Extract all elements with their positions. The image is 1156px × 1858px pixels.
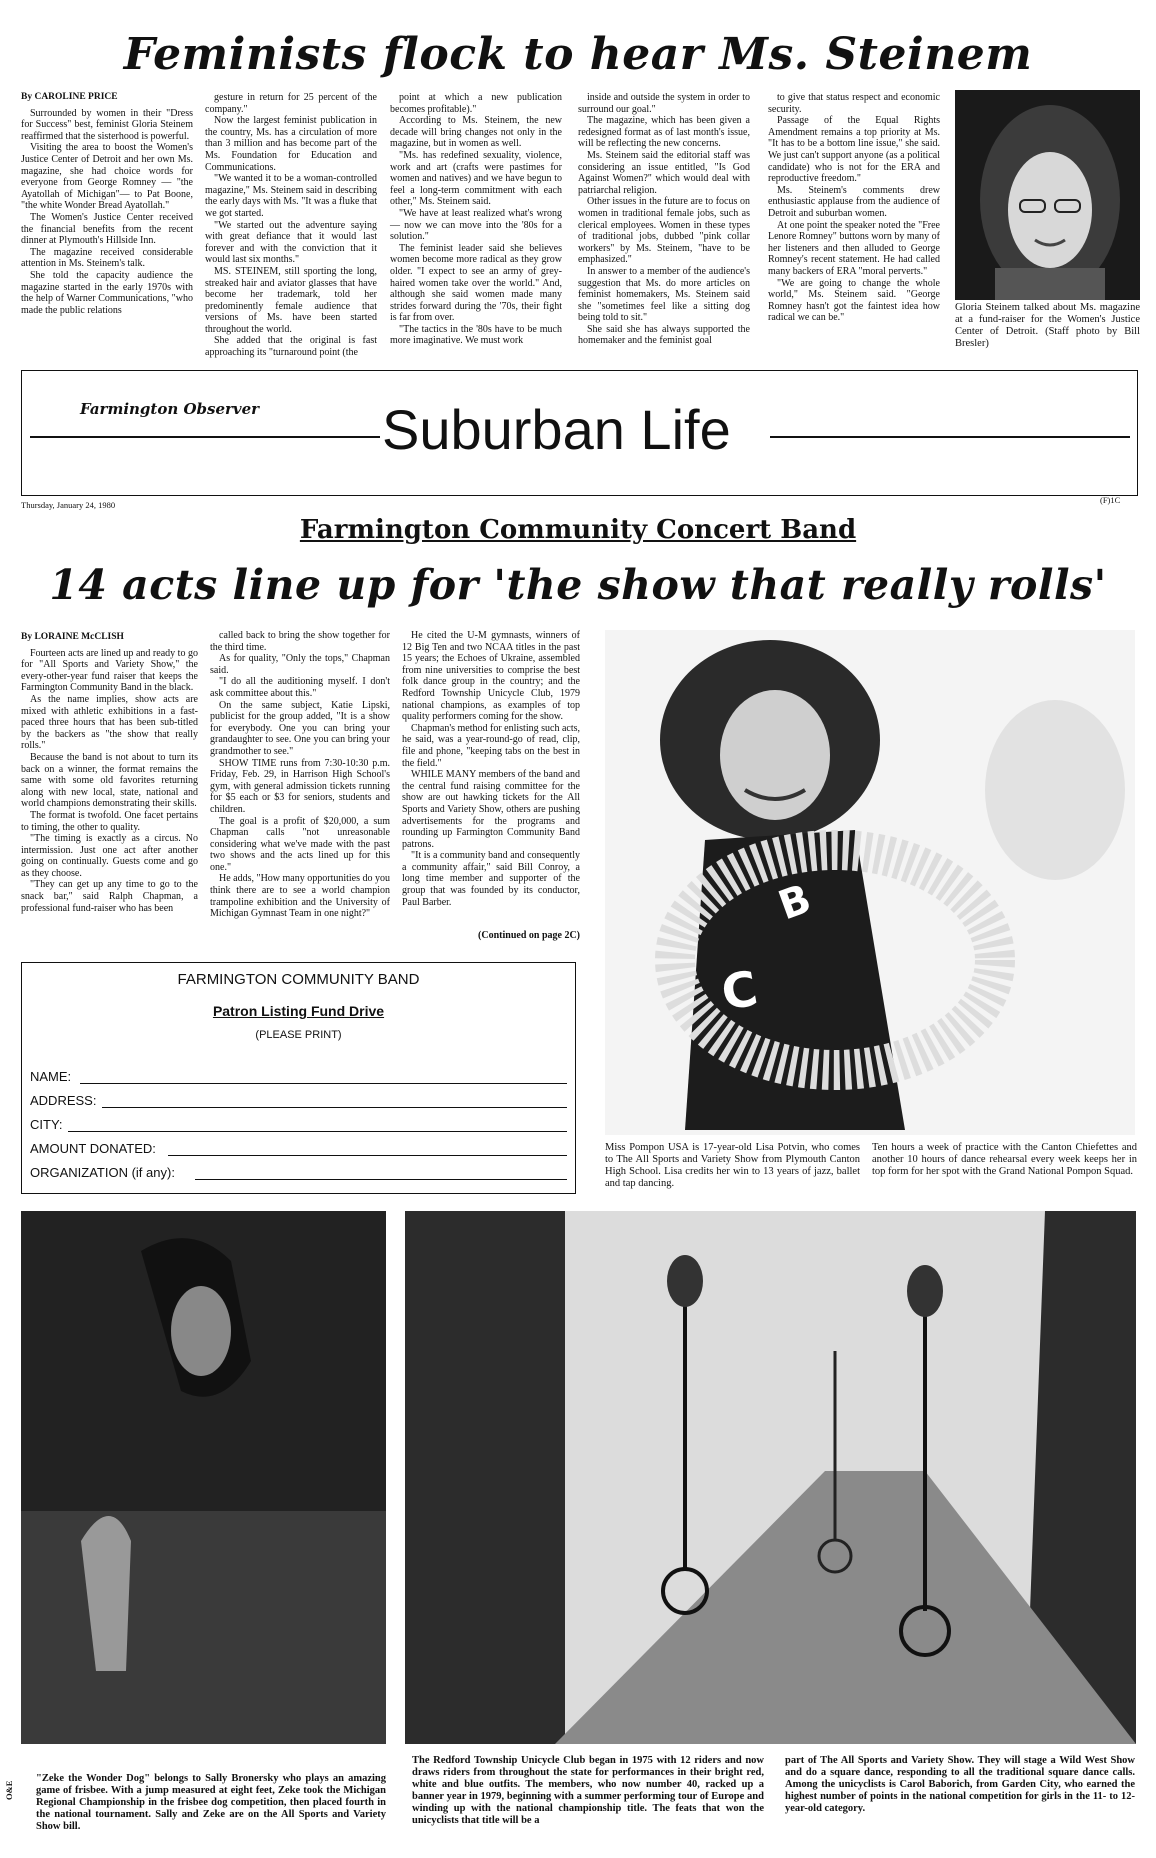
paragraph: The magazine, which has been given a redesigned format as of last month's issue, will be reflecting the new concerns. (578, 115, 750, 150)
paragraph: According to Ms. Steinem, the new decade will bring changes not only in the magazine, but in women as well. (390, 115, 562, 150)
paragraph: The magazine received considerable attention in Ms. Steinem's talk. (21, 246, 193, 270)
svg-text:C: C (717, 960, 762, 1022)
paragraph: In answer to a member of the audience's suggestion that Ms. do more articles on feminist homemakers, Ms. Steinem said she "sometimes feel like a sitting dog being told to sit." (578, 265, 750, 324)
steinem-column-2 (205, 92, 377, 359)
paragraph: "It is a community band and consequently a community affair," said Bill Conroy, a long time member and supporter of the group that was founded by its conductor, Paul Barber. (402, 850, 580, 908)
band-continued: (Continued on page 2C) (478, 930, 580, 941)
paragraph: On the same subject, Katie Lipski, publicist for the group added, "It is a show for everybody. One you can bring your grandaughter to see. One you can bring your grandmother to see." (210, 699, 390, 757)
margin-code: O&E (4, 1780, 14, 1800)
flag-rule-left (30, 436, 380, 438)
paragraph: He adds, "How many opportunities do you think there are to see a world champion trampoline exhibition and the University of Michigan Gymnast Team in one night?" (210, 873, 391, 920)
pompon-caption-1: Miss Pompon USA is 17-year-old Lisa Potvin, who comes to The All Sports and Variety Show from Plymouth Canton High School. Lisa credits her win to 13 years of jazz, ballet and tap dancing. (605, 1142, 860, 1189)
form-field-organization[interactable]: ORGANIZATION (if any): (30, 1165, 567, 1183)
paragraph: "We started out the adventure saying with great defiance that it would last forever and with the conviction that it would last six months." (205, 219, 377, 266)
paragraph: Other issues in the future are to focus on women in traditional female jobs, such as clerical employees. Women in these types of traditional jobs, dubbed "pink collar workers" by Ms. Steinem, "have to be emphasized." (578, 196, 750, 266)
steinem-photo (955, 90, 1140, 300)
band-column-1 (21, 632, 198, 914)
paragraph: SHOW TIME runs from 7:30-10:30 p.m. Friday, Feb. 29, in Harrison High School's gym, with general admission tickets running for $5 each or $3 for seniors, students and children. (210, 757, 390, 815)
paragraph: WHILE MANY members of the band and the central fund raising committee for the show are out hawking tickets for the All Sports and Variety Show, others are pushing advertisements for the programs and rounding up Farmington Community Band patrons. (402, 769, 580, 850)
paragraph: gesture in return for 25 percent of the company." (205, 92, 377, 115)
steinem-column-4 (578, 92, 750, 347)
paragraph: She said she has always supported the homemaker and the feminist goal (578, 323, 750, 347)
band-column-3 (402, 630, 580, 908)
paragraph: Surrounded by women in their "Dress for Success" best, feminist Gloria Steinem reaffirmed that the sisterhood is powerful. (21, 107, 193, 142)
paragraph: Chapman's method for enlisting such acts, he said, was a year-round-go of read, clip, file and phone, "keeping tabs on the best in the field." (402, 722, 580, 769)
paragraph: She told the capacity audience the magazine started in the early 1970s with the help of Warner Communications, "who made the public relations (21, 269, 193, 316)
paragraph: "Ms. has redefined sexuality, violence, work and art (crafts were pastimes for women and natives) and we have begun to feel a long-term commitment with each other," Ms. Steinem said. (390, 149, 562, 208)
paragraph: MS. STEINEM, still sporting the long, streaked hair and aviator glasses that have become her trademark, told her predominently female audience that versions of Ms. have been started throughout the world. (205, 265, 377, 335)
paragraph: Because the band is not about to turn its back on a winner, the format remains the same with some old favorites returning along with new local, state, national and world champions demonstrating their skills. (21, 751, 198, 810)
band-kicker: Farmington Community Concert Band (299, 515, 857, 545)
paragraph: called back to bring the show together for the third time. (210, 630, 390, 653)
paragraph: Ms. Steinem's comments drew enthusiastic applause from the audience of Detroit and suburban women. (768, 184, 940, 219)
paragraph: inside and outside the system in order to surround our goal." (578, 92, 750, 115)
flag-rule-right (770, 436, 1130, 438)
paragraph: The feminist leader said she believes women become more radical as they grow older. "I expect to see an army of grey-haired women take over the world." And, although she said women made many strides forward during the '70s, their fight is far from over. (390, 242, 562, 324)
steinem-byline: By CAROLINE PRICE (21, 92, 118, 102)
paragraph: The format is twofold. One facet pertains to timing, the other to quality. (21, 809, 198, 833)
page-code: (F)1C (1100, 495, 1121, 505)
steinem-headline: Feminists flock to hear Ms. Steinem (123, 29, 1033, 80)
paragraph: Fourteen acts are lined up and ready to go for "All Sports and Variety Show," the every-other-year fund raiser that keeps the Farmington Community Band in the black. (21, 647, 198, 694)
patron-form (21, 962, 576, 1194)
form-note: (PLEASE PRINT) (255, 1029, 342, 1041)
paragraph: Now the largest feminist publication in the country, Ms. has a circulation of more than 3 million and has become part of the Ms. Foundation for Education and Communications. (205, 115, 377, 173)
paragraph: She added that the original is fast approaching its "turnaround point (the (205, 335, 377, 359)
form-field-city[interactable]: CITY: (30, 1117, 567, 1135)
paragraph: to give that status respect and economic security. (768, 92, 940, 115)
paragraph: "I do all the auditioning myself. I don't ask committee about this." (210, 676, 390, 699)
frisbee-dog-caption: "Zeke the Wonder Dog" belongs to Sally Bronersky who plays an amazing game of frisbee. With a jump measured at eight feet, Zeke took the Michigan Regional Championship in the frisbee dog competition, then placed fourth in the national tournament. Sally and Zeke are on the All Sports and Variety Show bill. (36, 1773, 386, 1832)
steinem-column-5 (768, 92, 940, 324)
band-headline: 14 acts line up for 'the show that really rolls' (49, 561, 1107, 609)
paragraph: As the name implies, show acts are mixed with athletic exhibitions in a fast-paced three hours that has been sub-titled by the backers as "the show that really rolls." (21, 693, 198, 752)
svg-text:B: B (772, 875, 818, 930)
paragraph: "The tactics in the '80s have to be much more imaginative. We must work (390, 323, 562, 347)
paragraph: Passage of the Equal Rights Amendment remains a top priority at Ms. "It has to be a bottom line issue," she said. We just can't support anyone (as a political candidate) who is not for the ERA and reproductive freedom." (768, 115, 940, 185)
paragraph: Visiting the area to boost the Women's Justice Center of Detroit and her own Ms. magazine, she had choice words for everyone from George Romney — "the Ayatollah of Michigan"— to Pat Boone, "the white Wonder Bread Ayatollah." (21, 142, 193, 212)
unicycle-caption-1: The Redford Township Unicycle Club began in 1975 with 12 riders and now draws riders from throughout the state for performances in their bright red, white and blue outfits. The members, who now number 40, racked up a banner year in 1979, beginning with a summer performing tour of Europe and winding up with the national championship title. The feats that won the unicyclists that title will be a (412, 1755, 764, 1826)
unicycle-club-photo (405, 1211, 1136, 1744)
band-column-2 (210, 630, 390, 920)
paragraph: He cited the U-M gymnasts, winners of 12 Big Ten and two NCAA titles in the past 15 years; the Echoes of Ukraine, assembled from nine universities to comprise the best folk dance group in the country; and the Redford Township Unicycle Club, 1979 national champions, as examples of top quality performers coming for the show. (402, 630, 580, 723)
paragraph: Ms. Steinem said the editorial staff was considering an issue entitled, "Is God Against Women?" which would deal with patriarchal religion. (578, 149, 750, 196)
steinem-column-1 (21, 92, 193, 316)
paragraph: At one point the speaker noted the "Free Lenore Romney" buttons worn by many of her listeners and then alluded to George Romney's recent statement. He had called many backers of ERA "moral perverts." (768, 219, 940, 277)
issue-date: Thursday, January 24, 1980 (21, 500, 116, 510)
pompon-caption-2: Ten hours a week of practice with the Canton Chiefettes and another 10 hours of dance rehearsal every week keeps her in top form for her spot with the Grand National Pompon Squad. (872, 1142, 1137, 1177)
form-field-amount[interactable]: AMOUNT DONATED: (30, 1141, 567, 1159)
paragraph: "We are going to change the whole world," Ms. Steinem said. "George Romney hasn't got the faintest idea how radical we can be." (768, 277, 940, 324)
form-field-address[interactable]: ADDRESS: (30, 1093, 567, 1111)
form-title: FARMINGTON COMMUNITY BAND (177, 971, 420, 988)
form-field-name[interactable]: NAME: (30, 1069, 567, 1087)
paragraph: point at which a new publication becomes profitable)." (390, 92, 562, 115)
paragraph: As for quality, "Only the tops," Chapman said. (210, 653, 390, 676)
steinem-photo-caption: Gloria Steinem talked about Ms. magazine at a fund-raiser for the Women's Justice Center of Detroit. (Staff photo by Bill Bresler) (955, 302, 1140, 349)
band-byline: By LORAINE McCLISH (21, 632, 124, 642)
form-subtitle: Patron Listing Fund Drive (212, 1003, 385, 1019)
frisbee-dog-photo (21, 1211, 386, 1744)
section-title: Suburban Life (382, 398, 731, 461)
pompon-girl-photo (605, 630, 1135, 1135)
paragraph: The Women's Justice Center received the financial benefits from the recent dinner at Plymouth's Hillside Inn. (21, 211, 193, 247)
unicycle-caption-2: part of The All Sports and Variety Show. They will stage a Wild West Show and do a square dance, responding to all the traditional square dance calls. Among the unicyclists is Carol Baborich, from Garden City, who earned the highest number of points in the national competition for girls in the 11- to 12-year-old category. (785, 1755, 1135, 1814)
paper-name: Farmington Observer (80, 400, 260, 418)
paragraph: The goal is a profit of $20,000, a sum Chapman calls "not unreasonable considering what we've made with the past two shows and the acts lined up for this one." (210, 815, 390, 873)
paragraph: "They can get up any time to go to the snack bar," said Ralph Chapman, a professional fund-raiser who has been (21, 879, 198, 914)
paragraph: "The timing is exactly as a circus. No intermission. Just one act after another going on continually. Guests come and go as they choose. (21, 833, 198, 879)
steinem-column-3 (390, 92, 562, 347)
paragraph: "We have at least realized what's wrong — now we can move into the '80s for a solution." (390, 207, 562, 243)
paragraph: "We wanted it to be a woman-controlled magazine," Ms. Steinem said in describing the early days with Ms. "It was a fluke that we got started. (205, 173, 377, 219)
